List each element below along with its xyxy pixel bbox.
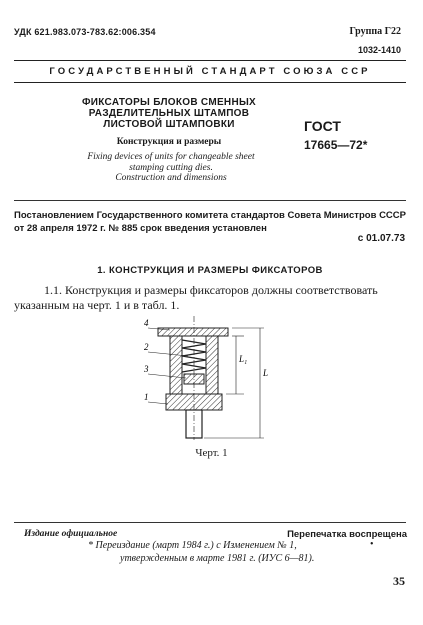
footer-rule — [14, 522, 406, 523]
gost-label: ГОСТ — [304, 118, 341, 134]
top-plate — [158, 328, 228, 336]
housing-right — [206, 336, 218, 394]
english-title-line-1: Fixing devices of units for changeable sheet — [87, 152, 255, 162]
banner-rule — [14, 82, 406, 83]
label-3: 3 — [144, 364, 149, 374]
reissue-note-line-2: утвержденным в марте 1981 г. (ИУС 6—81). — [120, 553, 315, 564]
document-subtitle: Конструкция и размеры — [116, 137, 222, 147]
fixator-drawing — [136, 316, 286, 440]
english-title — [40, 152, 302, 184]
catalog-code: 1032-1410 — [357, 45, 401, 55]
clause-paragraph: 1.1. Конструкция и размеры фиксаторов должны соответствовать указанным на черт. 1 и в табл. 1. — [14, 283, 378, 312]
group-code: Группа Г22 — [349, 26, 401, 37]
state-standard-banner: ГОСУДАРСТВЕННЫЙ СТАНДАРТ СОЮЗА ССР — [49, 66, 371, 77]
english-title-line-3: Construction and dimensions — [115, 173, 227, 183]
label-1: 1 — [144, 392, 149, 402]
edition-label: Издание официальное — [24, 529, 118, 539]
title-line-2: РАЗДЕЛИТЕЛЬНЫХ ШТАМПОВ — [88, 108, 250, 119]
bullet-mark: • — [370, 539, 374, 550]
decree-rule — [14, 200, 406, 201]
housing-left — [170, 336, 182, 394]
figure-caption: Черт. 1 — [195, 447, 228, 459]
title-line-1: ФИКСАТОРЫ БЛОКОВ СМЕННЫХ — [81, 97, 257, 108]
effective-date: с 01.07.73 — [357, 233, 405, 244]
dimension-l: L — [263, 368, 269, 378]
page-number: 35 — [393, 574, 405, 588]
label-2: 2 — [144, 342, 149, 352]
title-line-3: ЛИСТОВОЙ ШТАМПОВКИ — [103, 119, 235, 130]
top-rule — [14, 60, 406, 61]
gost-number: 17665—72* — [304, 138, 368, 152]
label-4: 4 — [144, 318, 149, 328]
reissue-note-line-1: * Переиздание (март 1984 г.) с Изменением № 1, — [88, 540, 297, 551]
udk-code: УДК 621.983.073-783.62:006.354 — [14, 27, 156, 37]
reprint-notice: Перепечатка воспрещена — [287, 529, 407, 540]
document-title — [44, 97, 294, 130]
english-title-line-2: stamping cutting dies. — [129, 162, 213, 173]
decree-text: Постановлением Государственного комитета стандартов Совета Министров СССР от 28 апреля 1972 г. № 885 срок введения установлен — [14, 210, 406, 234]
dimension-l1: L₁ — [239, 354, 248, 364]
section-title: 1. КОНСТРУКЦИЯ И РАЗМЕРЫ ФИКСАТОРОВ — [97, 265, 323, 276]
